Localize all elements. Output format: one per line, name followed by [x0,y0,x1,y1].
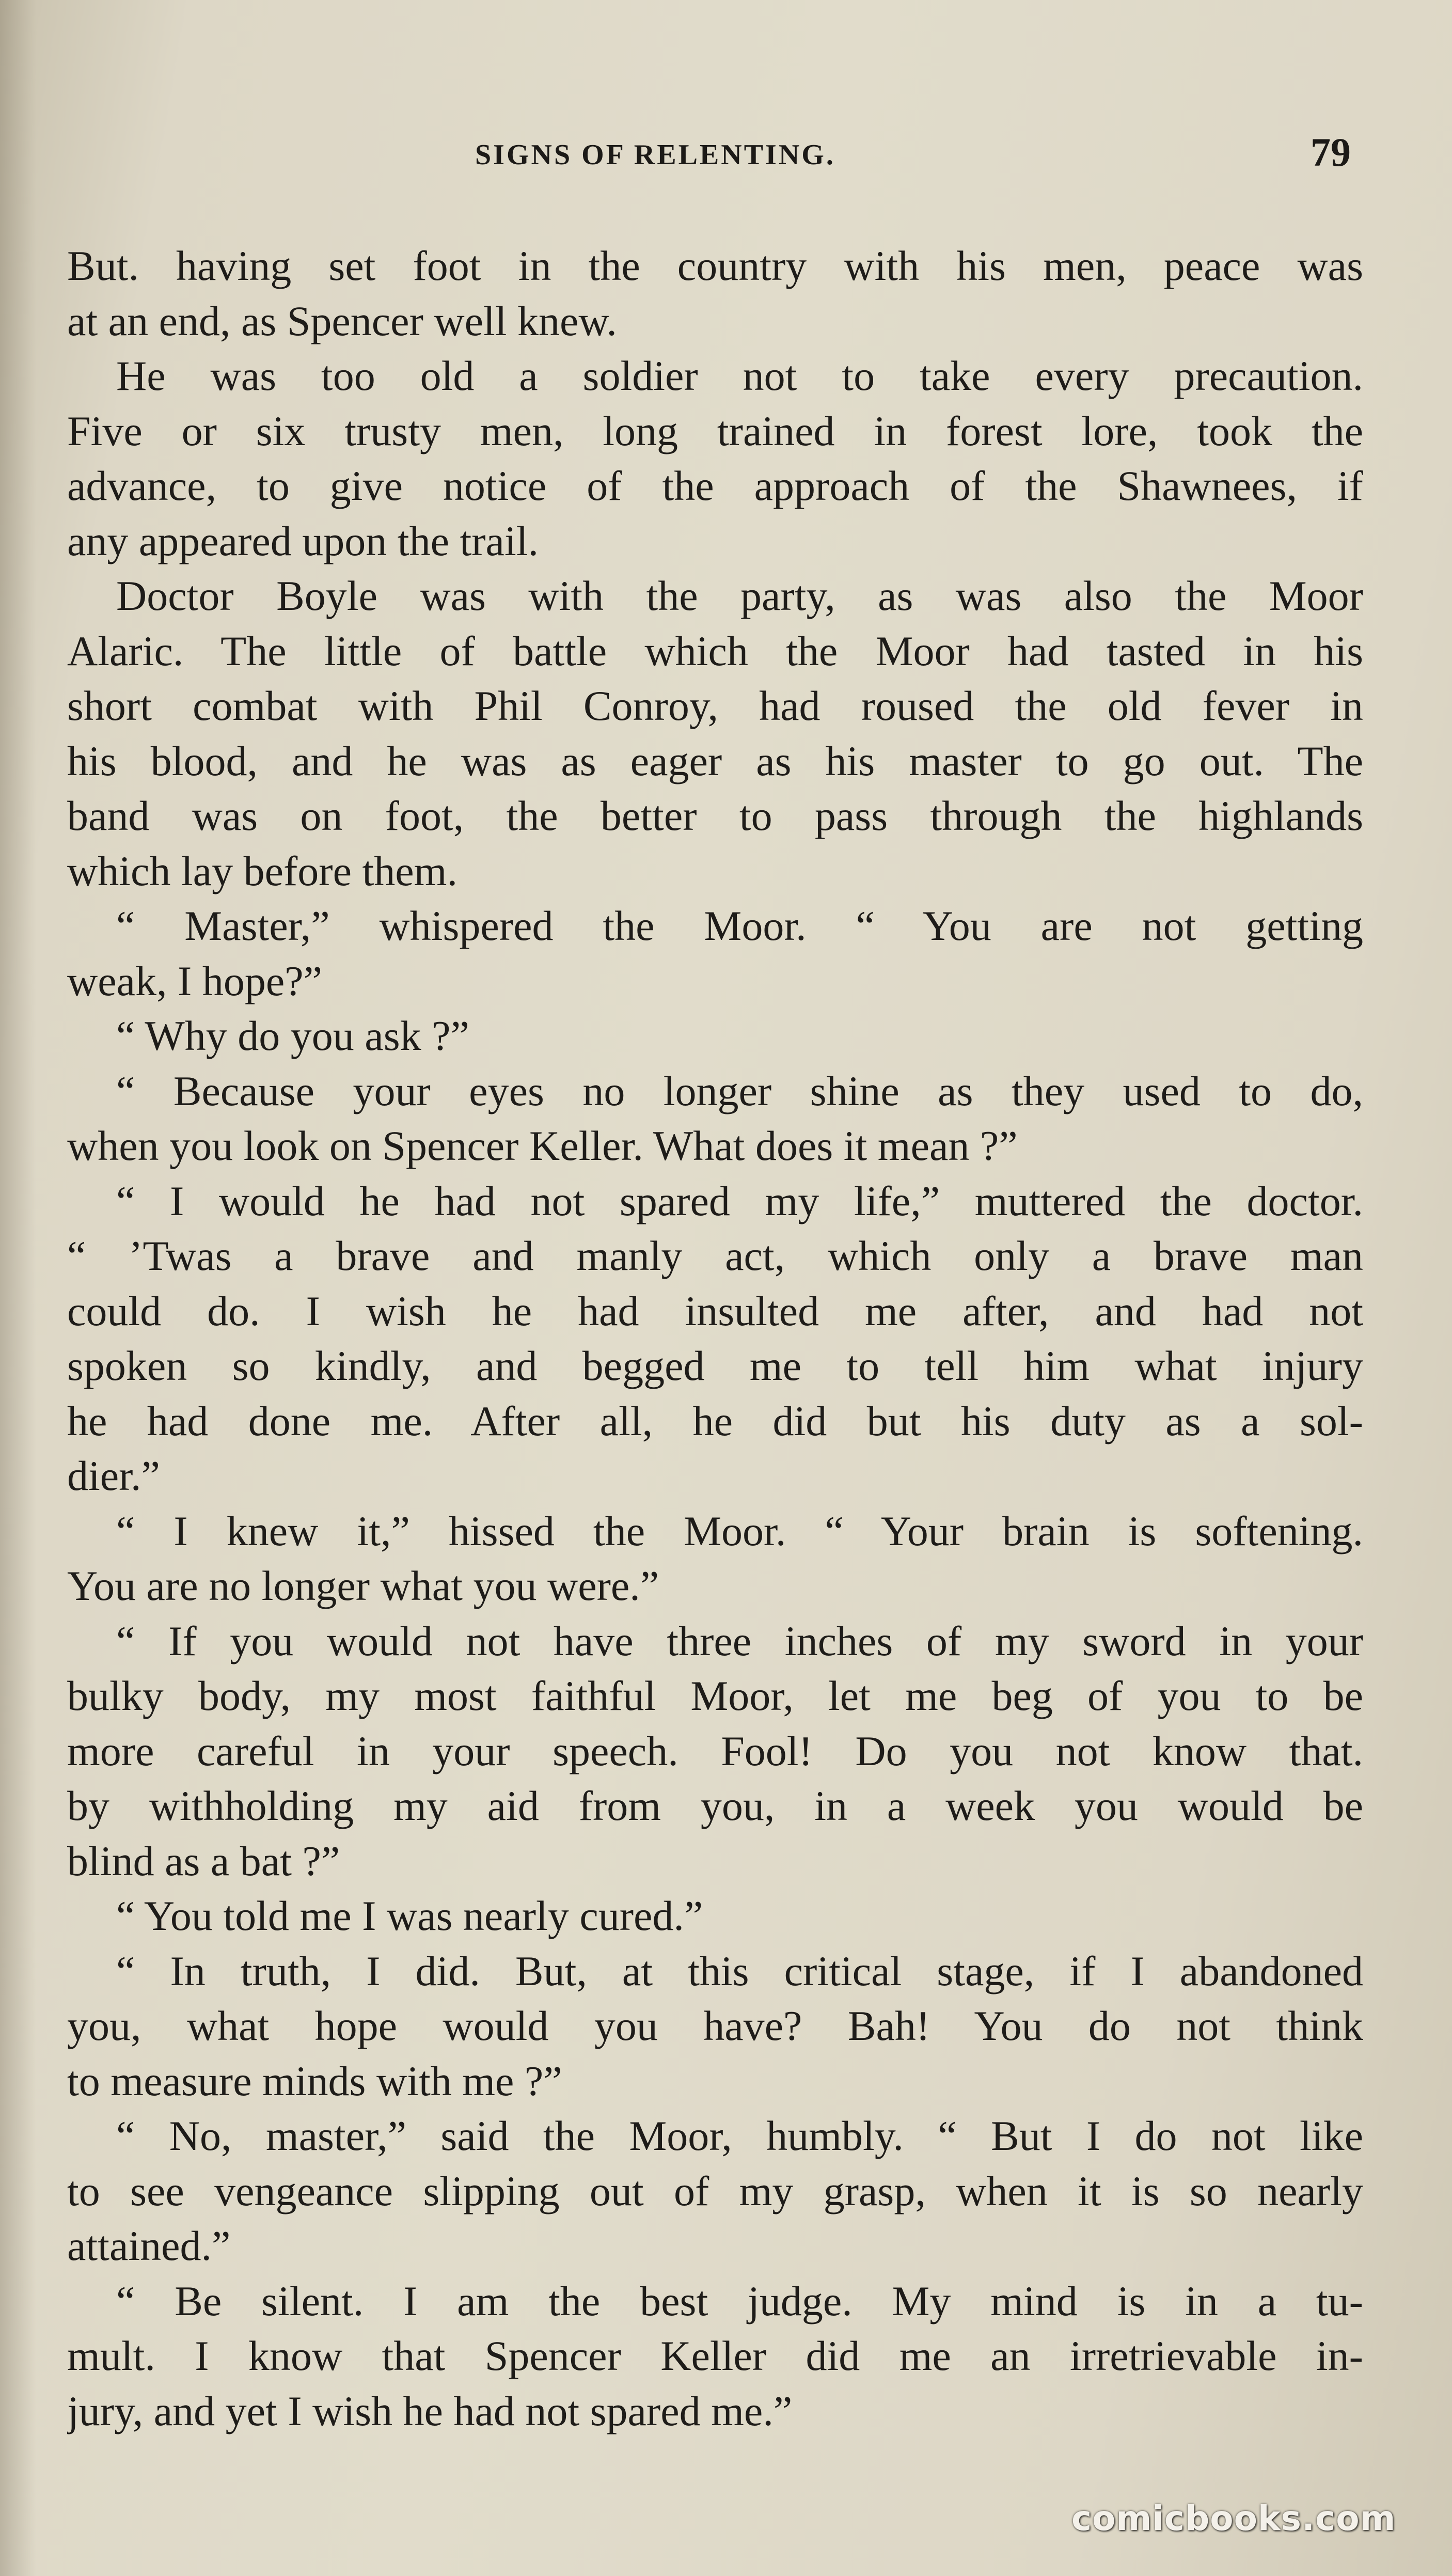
text-line: dier.” [67,1452,160,1499]
running-title: SIGNS OF RELENTING. [475,139,835,171]
text-line: Alaric. The little of battle which the Moor had tasted in his [67,627,1363,674]
text-line: “ I would he had not spared my life,” muttered the doctor. [116,1177,1363,1224]
text-line: could do. I wish he had insulted me after, and had not [67,1287,1363,1334]
text-line: Doctor Boyle was with the party, as was also the Moor [116,572,1363,619]
text-line: bulky body, my most faithful Moor, let me beg of you to be [67,1672,1363,1719]
text-line: Five or six trusty men, long trained in forest lore, took the [67,407,1363,454]
text-line: when you look on Spencer Keller. What does it mean ?” [67,1122,1018,1169]
text-line: blind as a bat ?” [67,1837,340,1884]
text-line: any appeared upon the trail. [67,517,539,564]
text-line: “ I knew it,” hissed the Moor. “ Your brain is softening. [116,1507,1363,1554]
text-line: which lay before them. [67,847,457,894]
text-line: “ Why do you ask ?” [116,1012,469,1059]
text-line: to see vengeance slipping out of my grasp, when it is so nearly [67,2167,1363,2214]
text-line: “ Because your eyes no longer shine as they used to do, [116,1067,1363,1114]
text-line: But. having set foot in the country with his men, peace was [67,242,1363,289]
text-line: “ No, master,” said the Moor, humbly. “ But I do not like [116,2112,1363,2159]
text-line: short combat with Phil Conroy, had roused the old fever in [67,682,1363,729]
text-line: his blood, and he was as eager as his master to go out. The [67,737,1363,784]
text-line: You are no longer what you were.” [67,1562,659,1609]
text-line: band was on foot, the better to pass through the highlands [67,792,1363,839]
text-line: “ In truth, I did. But, at this critical stage, if I abandoned [116,1947,1363,1994]
text-line: “ ’Twas a brave and manly act, which only a brave man [67,1232,1363,1279]
text-line: to measure minds with me ?” [67,2057,562,2104]
text-line: “ You told me I was nearly cured.” [116,1892,703,1939]
text-line: “ Master,” whispered the Moor. “ You are not getting [116,902,1363,949]
text-line: by withholding my aid from you, in a week you would be [67,1782,1363,1829]
text-line: “ If you would not have three inches of my sword in your [116,1617,1363,1664]
text-line: spoken so kindly, and begged me to tell him what injury [67,1342,1363,1389]
text-line: at an end, as Spencer well knew. [67,297,617,344]
text-line: He was too old a soldier not to take every precaution. [116,352,1363,399]
text-line: attained.” [67,2222,231,2269]
running-head [0,124,1452,181]
text-line: you, what hope would you have? Bah! You do not think [67,2002,1363,2049]
body-text [67,239,1363,2439]
text-line: weak, I hope?” [67,957,323,1004]
text-line: more careful in your speech. Fool! Do you not know that. [67,1727,1363,1774]
page-number: 79 [1311,130,1351,175]
text-line: he had done me. After all, he did but his duty as a sol- [67,1397,1363,1444]
watermark: comicbooks.com [1071,2499,1396,2538]
text-line: mult. I know that Spencer Keller did me an irretrievable in- [67,2332,1363,2379]
page-gutter-shadow [0,0,36,2576]
text-line: jury, and yet I wish he had not spared me.” [67,2387,793,2434]
text-line: “ Be silent. I am the best judge. My mind is in a tu- [116,2277,1363,2324]
text-line: advance, to give notice of the approach of the Shawnees, if [67,462,1363,509]
